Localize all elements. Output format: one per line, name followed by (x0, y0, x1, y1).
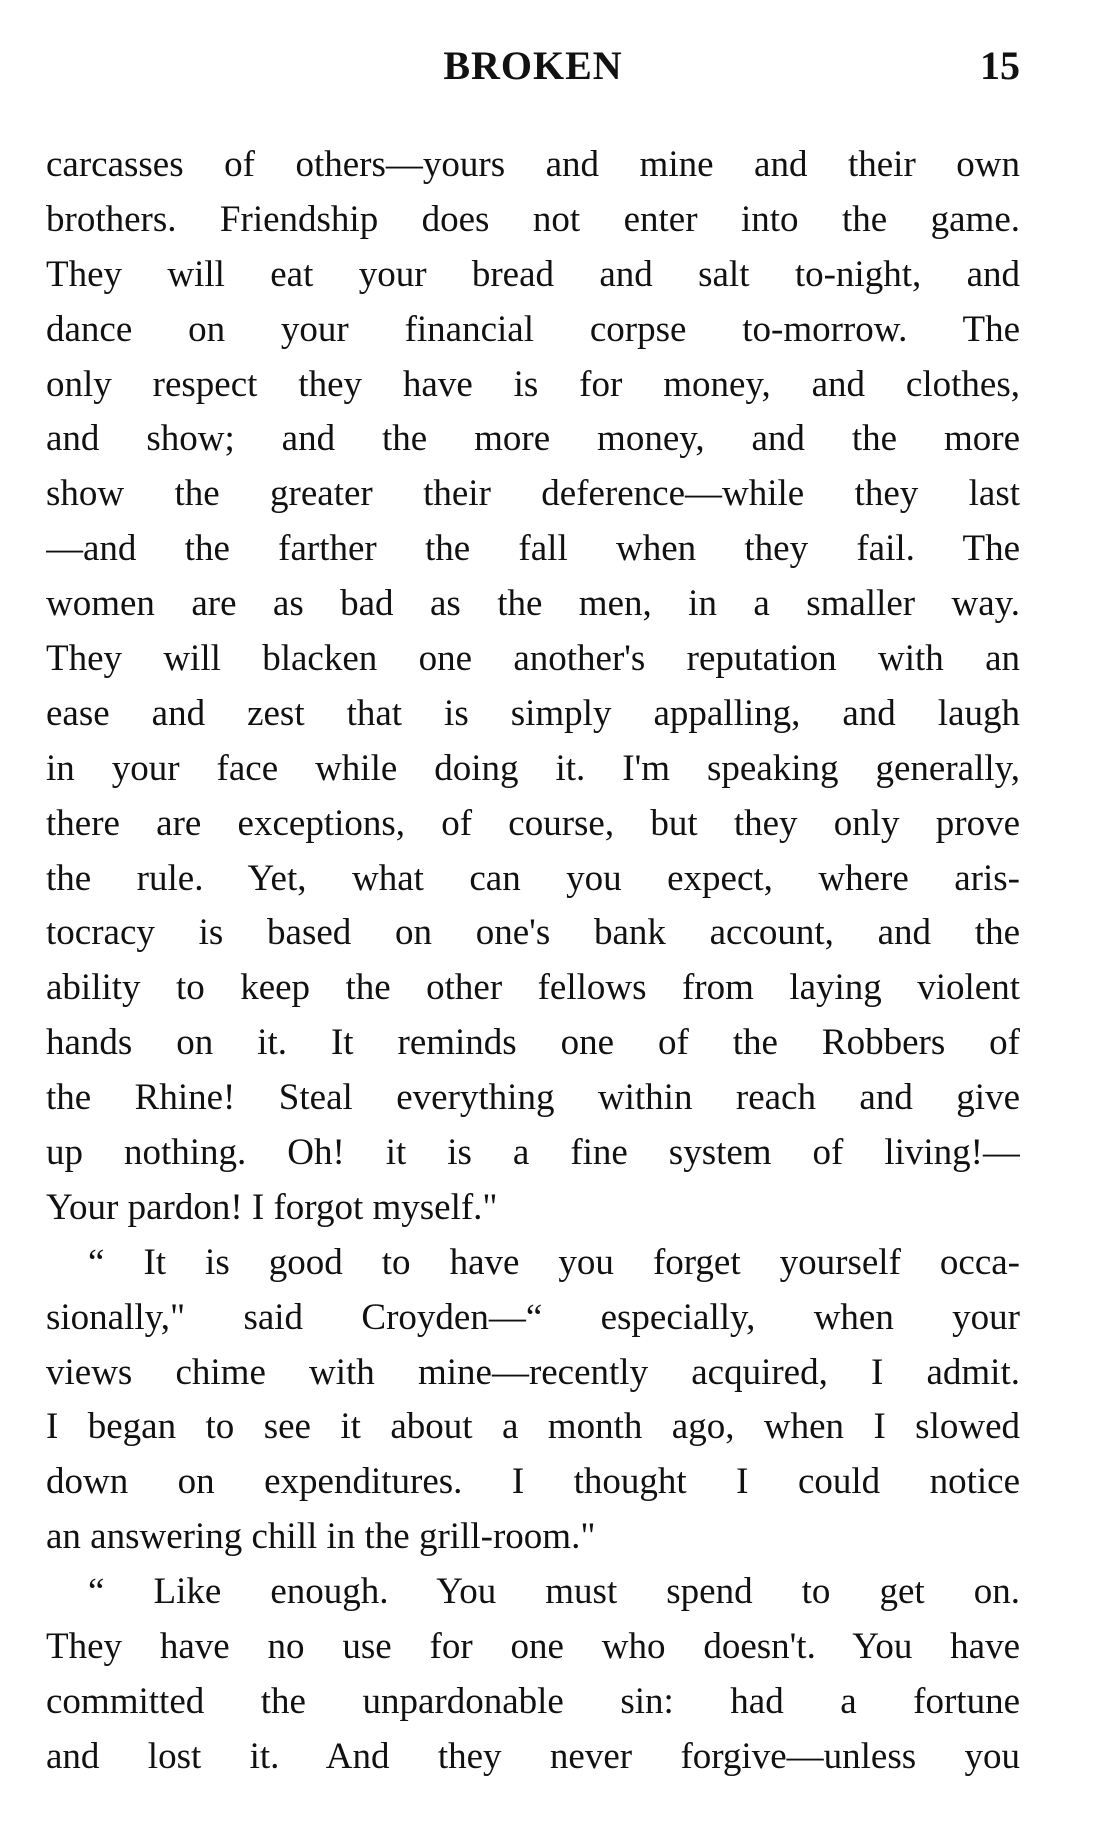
text-line: —and the farther the fall when they fail. The (46, 528, 1020, 570)
text-line-paragraph-start: “ Like enough. You must spend to get on. (88, 1571, 1020, 1613)
text-line: the rule. Yet, what can you expect, where aris- (46, 857, 1020, 899)
text-line: ease and zest that is simply appalling, and laugh (46, 692, 1020, 734)
text-line: there are exceptions, of course, but they only prove (46, 802, 1020, 844)
text-line: down on expenditures. I thought I could notice (46, 1461, 1020, 1503)
page-number: 15 (980, 43, 1020, 88)
text-line: in your face while doing it. I'm speaking generally, (46, 747, 1020, 789)
text-line: They have no use for one who doesn't. You have (46, 1626, 1020, 1668)
text-line: women are as bad as the men, in a smaller way. (46, 583, 1020, 625)
text-line: dance on your financial corpse to-morrow. The (46, 308, 1020, 350)
text-line: They will blacken one another's reputation with an (46, 638, 1020, 680)
text-line: only respect they have is for money, and clothes, (46, 363, 1020, 405)
text-line-paragraph-end: Your pardon! I forgot myself." (46, 1186, 498, 1228)
text-line: show the greater their deference—while they last (46, 473, 1020, 515)
text-line: hands on it. It reminds one of the Robbers of (46, 1022, 1020, 1064)
text-line: carcasses of others—yours and mine and their own (46, 144, 1020, 185)
text-line: sionally," said Croyden—“ especially, when your (46, 1296, 1020, 1338)
running-title: BROKEN (443, 43, 623, 88)
text-line: brothers. Friendship does not enter into the game. (46, 198, 1020, 240)
text-line: tocracy is based on one's bank account, and the (46, 912, 1020, 954)
text-line: views chime with mine—recently acquired, I admit. (46, 1351, 1020, 1393)
text-line: ability to keep the other fellows from laying violent (46, 967, 1020, 1009)
text-line: and lost it. And they never forgive—unless you (46, 1735, 1020, 1777)
text-line-paragraph-end: an answering chill in the grill-room." (46, 1516, 596, 1558)
text-line: up nothing. Oh! it is a fine system of living!— (46, 1132, 1020, 1174)
text-line: They will eat your bread and salt to-night, and (46, 253, 1020, 295)
body-text (46, 138, 1020, 1785)
text-line: and show; and the more money, and the more (46, 418, 1020, 460)
running-head (46, 38, 1020, 94)
text-line: I began to see it about a month ago, when I slowed (46, 1406, 1020, 1448)
text-line-paragraph-start: “ It is good to have you forget yourself occa- (88, 1241, 1020, 1283)
text-line: the Rhine! Steal everything within reach and give (46, 1077, 1020, 1119)
text-line: committed the unpardonable sin: had a fortune (46, 1680, 1020, 1722)
